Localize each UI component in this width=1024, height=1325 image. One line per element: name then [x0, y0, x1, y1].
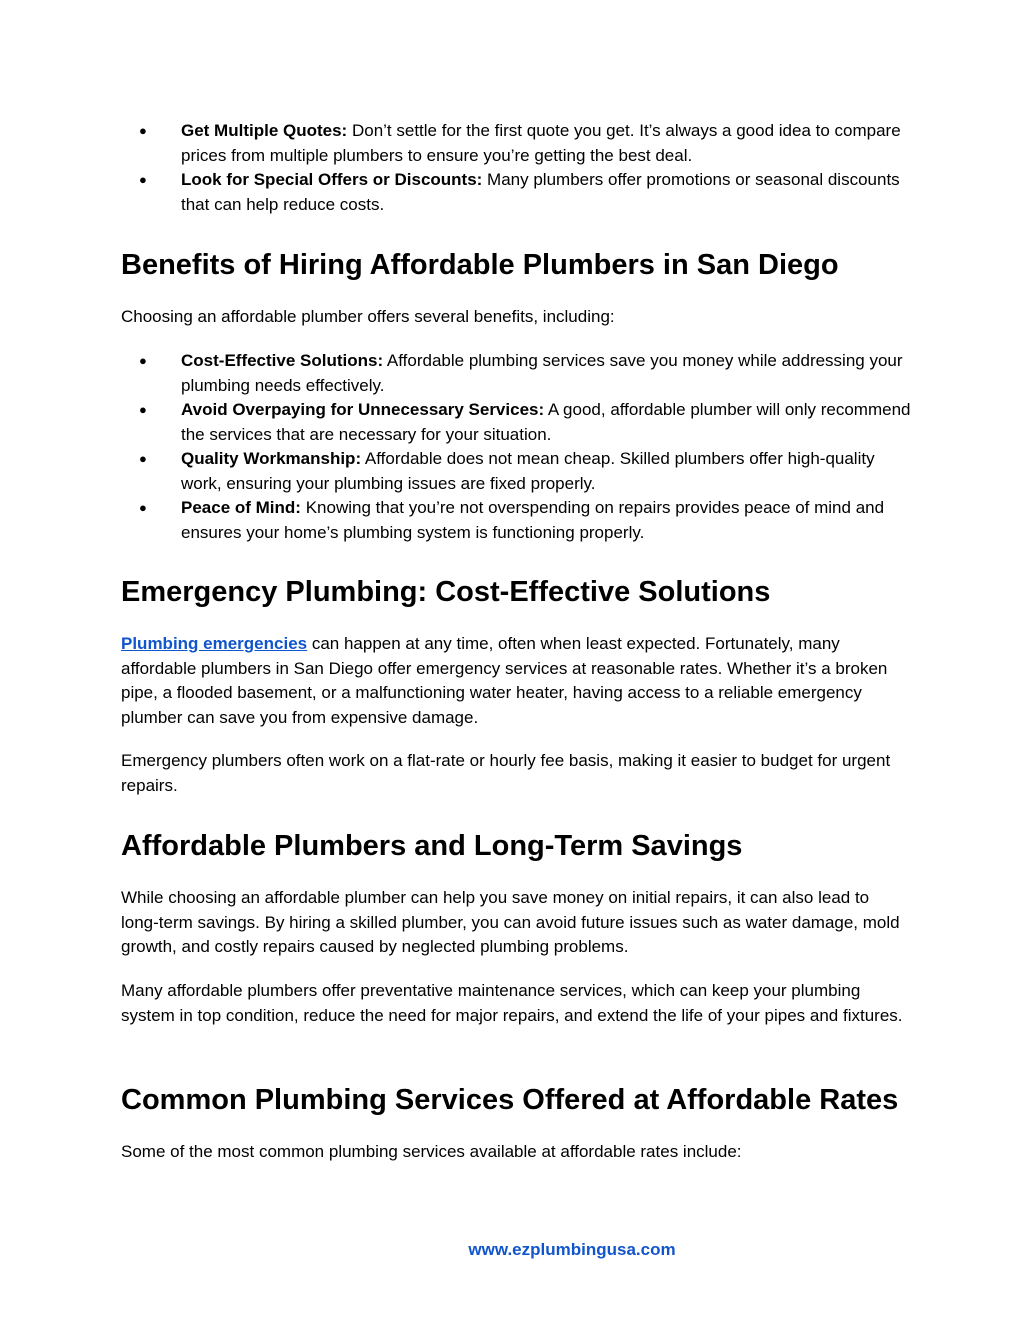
- emergency-paragraph-1: [121, 632, 911, 730]
- list-item-title: Look for Special Offers or Discounts:: [181, 170, 483, 189]
- emergency-paragraph-1-text: can happen at any time, often when least expected. Fortunately, many affordable plumbers in San Diego offer emergency services at reasonable rates. Whether it’s a broken pipe, a flooded basement, or a malfunctioning water heater, having access to a reliable emergency plumber can save you from expensive damage.: [121, 634, 888, 727]
- list-item-text: Affordable plumbing services save you money while addressing your plumbing needs effectively.: [181, 351, 903, 395]
- list-item: [121, 119, 911, 168]
- longterm-paragraph-2: Many affordable plumbers offer preventative maintenance services, which can keep your plumbing system in top condition, reduce the need for major repairs, and extend the life of your pipes and fixtures.: [121, 981, 903, 1025]
- list-item-title: Avoid Overpaying for Unnecessary Services:: [181, 400, 545, 419]
- list-item: [121, 398, 911, 447]
- emergency-heading: Emergency Plumbing: Cost-Effective Solutions: [121, 576, 771, 608]
- tips-list: [121, 119, 911, 217]
- list-item-text: Many plumbers offer promotions or seasonal discounts that can help reduce costs.: [181, 170, 900, 214]
- list-item-title: Peace of Mind:: [181, 498, 301, 517]
- common-services-heading: Common Plumbing Services Offered at Affordable Rates: [121, 1084, 899, 1116]
- footer: [0, 1240, 1024, 1260]
- bullet-icon: ●: [139, 172, 147, 187]
- bullet-icon: ●: [139, 123, 147, 138]
- list-item-title: Cost-Effective Solutions:: [181, 351, 384, 370]
- footer-url[interactable]: www.ezplumbingusa.com: [468, 1240, 676, 1259]
- list-item-text: Affordable does not mean cheap. Skilled plumbers offer high-quality work, ensuring your plumbing issues are fixed properly.: [181, 449, 875, 493]
- longterm-heading: Affordable Plumbers and Long-Term Savings: [121, 830, 743, 862]
- list-item-title: Get Multiple Quotes:: [181, 121, 348, 140]
- common-services-intro: Some of the most common plumbing services available at affordable rates include:: [121, 1142, 742, 1161]
- list-item: [121, 496, 911, 545]
- plumbing-emergencies-link[interactable]: Plumbing emergencies: [121, 634, 308, 653]
- bullet-icon: ●: [139, 451, 147, 466]
- list-item-text: Knowing that you’re not overspending on repairs provides peace of mind and ensures your home’s plumbing system is functioning properly.: [181, 498, 885, 542]
- benefits-heading: Benefits of Hiring Affordable Plumbers in San Diego: [121, 249, 839, 281]
- longterm-paragraph-1: While choosing an affordable plumber can help you save money on initial repairs, it can also lead to long-term savings. By hiring a skilled plumber, you can avoid future issues such as water damage, mold growth, and costly repairs caused by neglected plumbing problems.: [121, 888, 900, 956]
- bullet-icon: ●: [139, 500, 147, 515]
- list-item-text: A good, affordable plumber will only recommend the services that are necessary for your situation.: [181, 400, 911, 444]
- emergency-paragraph-2: Emergency plumbers often work on a flat-rate or hourly fee basis, making it easier to budget for urgent repairs.: [121, 751, 891, 795]
- bullet-icon: ●: [139, 402, 147, 417]
- list-item-text: Don’t settle for the first quote you get. It’s always a good idea to compare prices from multiple plumbers to ensure you’re getting the best deal.: [181, 121, 901, 165]
- benefits-list: [121, 349, 911, 545]
- benefits-intro: Choosing an affordable plumber offers several benefits, including:: [121, 307, 615, 326]
- list-item-title: Quality Workmanship:: [181, 449, 362, 468]
- bullet-icon: ●: [139, 353, 147, 368]
- list-item: [121, 168, 911, 217]
- list-item: [121, 447, 911, 496]
- list-item: [121, 349, 911, 398]
